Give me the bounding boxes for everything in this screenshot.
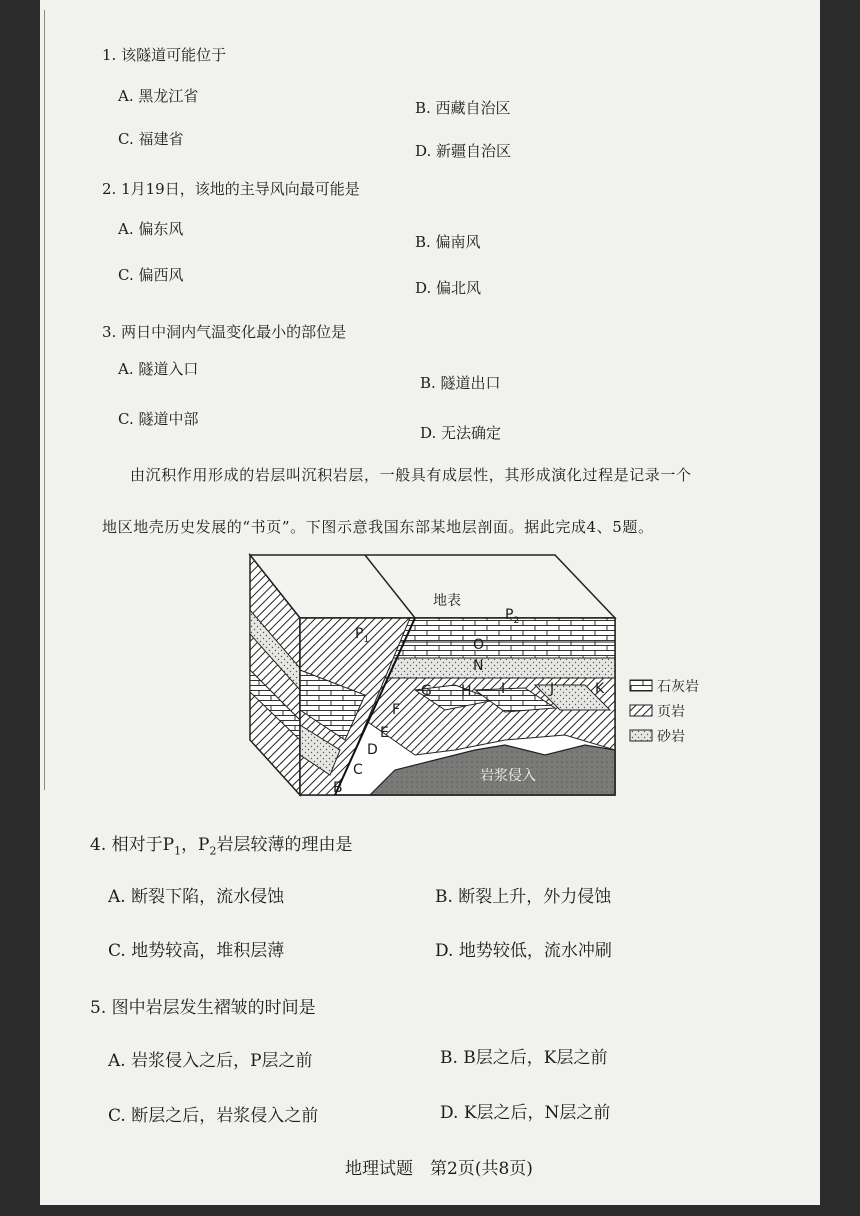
- label-p1: $P_1$: [355, 626, 370, 645]
- legend-sandstone-label: 砂岩: [657, 729, 685, 745]
- question-5-option-d: D. K层之后，N层之前: [440, 1103, 611, 1123]
- label-b: B: [333, 780, 343, 796]
- question-2-stem: 2. 1月19日，该地的主导风向最可能是: [102, 180, 360, 198]
- label-j: J: [550, 681, 555, 697]
- label-g: G: [421, 683, 432, 699]
- label-f: F: [392, 702, 401, 718]
- label-k: K: [595, 681, 605, 697]
- question-4-option-b: B. 断裂上升，外力侵蚀: [435, 887, 612, 907]
- question-5-option-b: B. B层之后，K层之前: [440, 1048, 608, 1068]
- question-5-stem: 5. 图中岩层发生褶皱的时间是: [90, 998, 316, 1018]
- label-n: N: [473, 658, 484, 674]
- label-d: D: [367, 742, 378, 758]
- page-footer: 地理试题 第2页(共8页): [345, 1159, 533, 1179]
- question-4-option-d: D. 地势较低，流水冲刷: [435, 941, 612, 961]
- question-2-option-b: B. 偏南风: [415, 233, 481, 251]
- legend-limestone-label: 石灰岩: [657, 679, 699, 695]
- stratigraphic-section-figure: [205, 550, 699, 810]
- label-e: E: [380, 725, 389, 741]
- question-5-option-a: A. 岩浆侵入之后，P层之前: [108, 1051, 313, 1071]
- passage-line-2: 地区地壳历史发展的“书页”。下图示意我国东部某地层剖面。据此完成4、5题。: [102, 518, 654, 536]
- question-3-stem: 3. 两日中洞内气温变化最小的部位是: [102, 323, 347, 341]
- label-o: O: [473, 637, 485, 653]
- passage-line-1: 由沉积作用形成的岩层叫沉积岩层，一般具有成层性，其形成演化过程是记录一个: [130, 466, 692, 484]
- question-2-option-a: A. 偏东风: [118, 220, 184, 238]
- block-diagram: [205, 550, 675, 810]
- legend-limestone-swatch: [630, 680, 652, 691]
- magma-label: 岩浆侵入: [480, 768, 536, 784]
- legend-shale-swatch: [630, 705, 652, 716]
- label-i: I: [501, 681, 506, 697]
- question-4-option-c: C. 地势较高，堆积层薄: [108, 941, 285, 961]
- question-2-option-c: C. 偏西风: [118, 266, 184, 284]
- exam-page: [40, 0, 820, 1205]
- question-1-stem: 1. 该隧道可能位于: [102, 46, 227, 64]
- question-3-option-c: C. 隧道中部: [118, 410, 199, 428]
- question-2-option-d: D. 偏北风: [415, 279, 482, 297]
- question-4-stem: 4. 相对于$P_1$，$P_2$岩层较薄的理由是: [90, 835, 353, 858]
- question-1-option-c: C. 福建省: [118, 130, 184, 148]
- legend-shale-label: 页岩: [657, 704, 685, 720]
- question-3-option-a: A. 隧道入口: [118, 360, 199, 378]
- label-c: C: [353, 762, 363, 778]
- legend-sandstone-swatch: [630, 730, 652, 741]
- question-1-option-a: A. 黑龙江省: [118, 87, 199, 105]
- label-p2: $P_2$: [505, 607, 520, 626]
- question-4-option-a: A. 断裂下陷，流水侵蚀: [108, 887, 285, 907]
- question-5-option-c: C. 断层之后，岩浆侵入之前: [108, 1106, 319, 1126]
- label-h: H: [461, 683, 472, 699]
- surface-label: 地表: [433, 593, 461, 609]
- question-3-option-b: B. 隧道出口: [420, 374, 501, 392]
- question-1-option-b: B. 西藏自治区: [415, 99, 511, 117]
- question-1-option-d: D. 新疆自治区: [415, 142, 512, 160]
- question-3-option-d: D. 无法确定: [420, 424, 502, 442]
